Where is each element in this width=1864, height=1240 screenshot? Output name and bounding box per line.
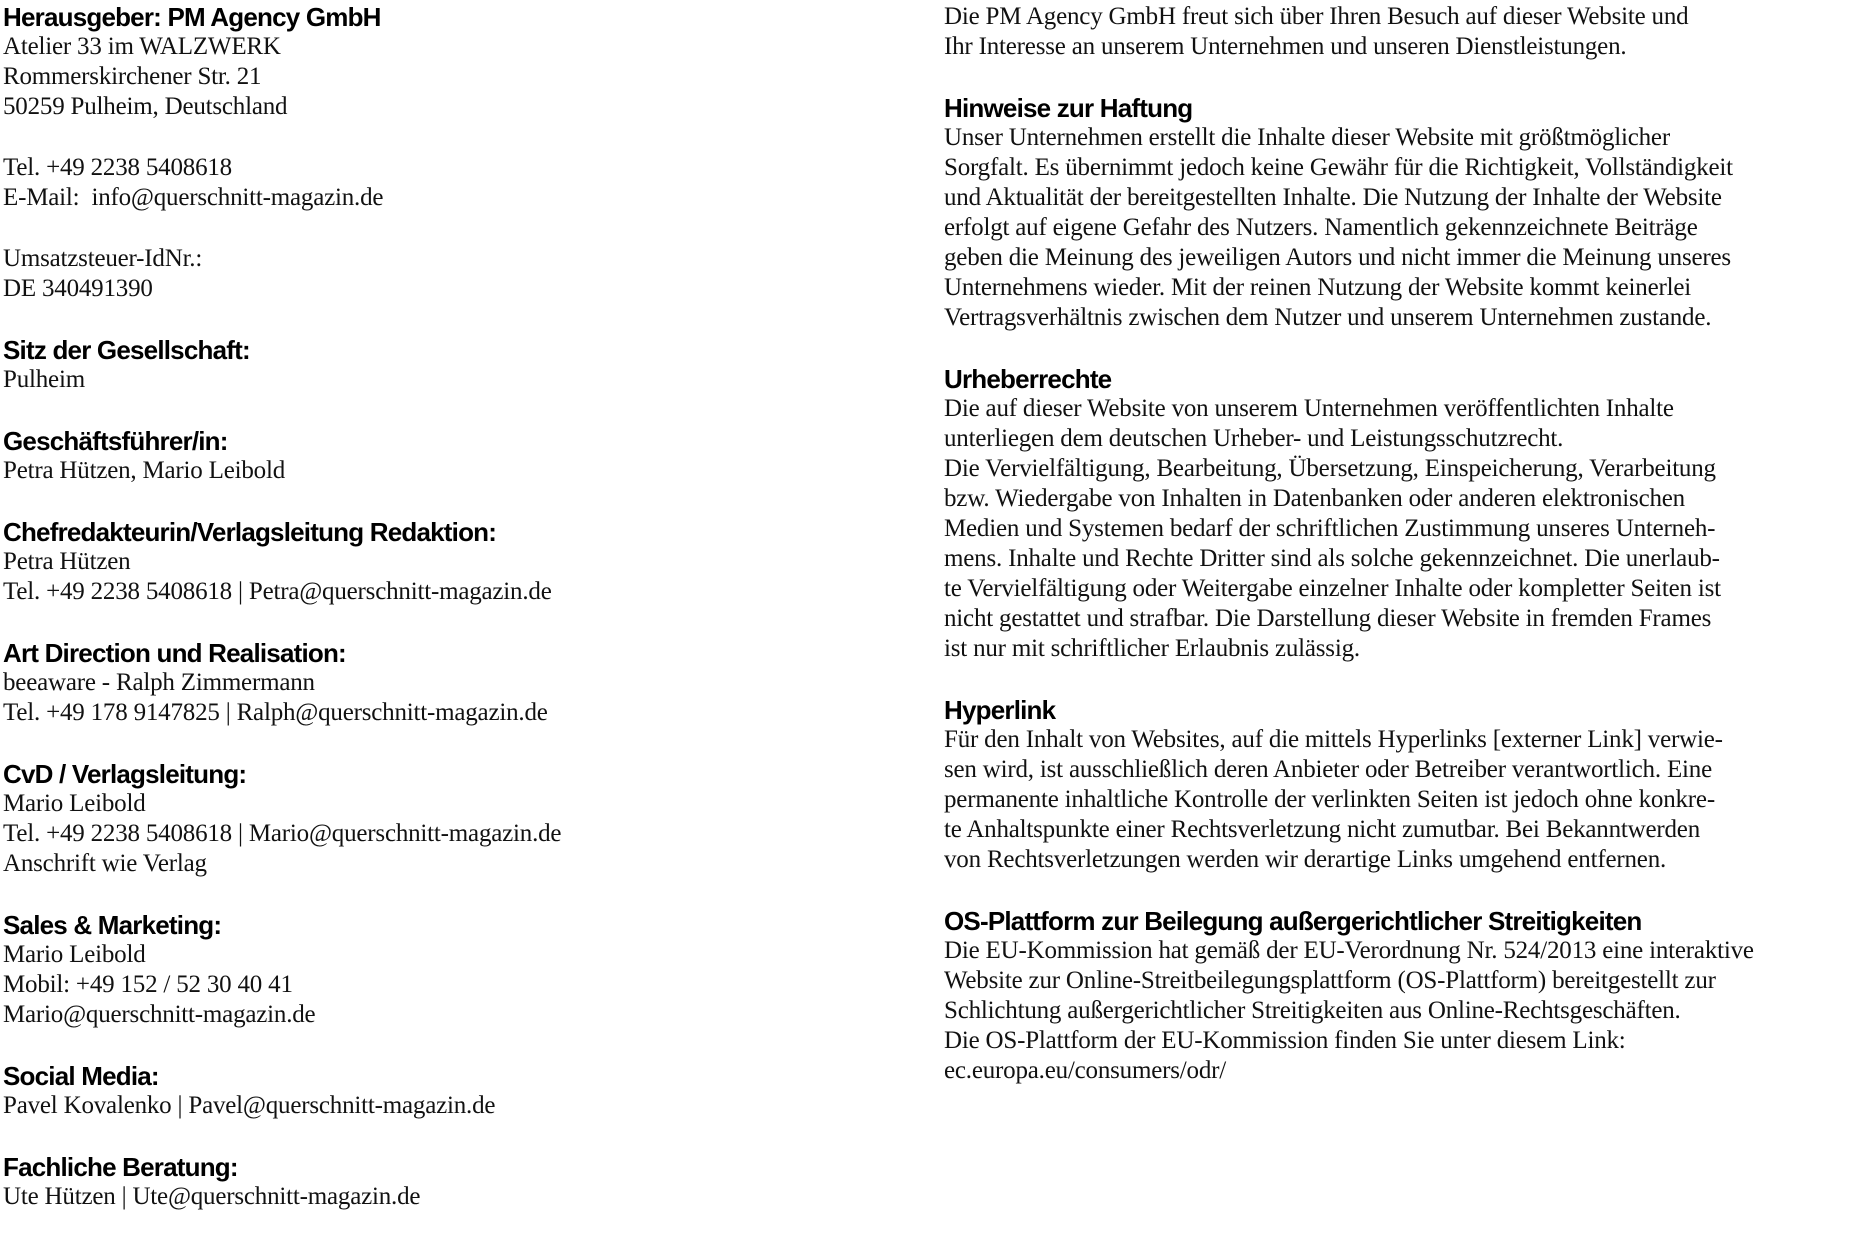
section-chefredakteurin-verlagsleitung-redaktion [3, 517, 928, 607]
text-line: sen wird, ist ausschließlich deren Anbieter oder Betreiber verantwortlich. Eine [944, 756, 1712, 783]
text-line: Tel. +49 2238 5408618 | Petra@querschnitt-magazin.de [3, 578, 552, 605]
text-line: te Vervielfältigung oder Weitergabe einzelner Inhalte oder kompletter Seiten ist [944, 575, 1721, 602]
section-os-plattform-zur-beilegung-au-ergerichtlicher-streitigkeiten [944, 906, 1862, 1086]
text-line: Petra Hützen [3, 548, 131, 575]
text-line: geben die Meinung des jeweiligen Autors und nicht immer die Meinung unseres [944, 244, 1731, 271]
text-line: Die OS-Plattform der EU-Kommission finden Sie unter diesem Link: [944, 1027, 1626, 1054]
text-line: Mario@querschnitt-magazin.de [3, 1001, 316, 1028]
right-column [944, 2, 1862, 1117]
text-line: permanente inhaltliche Kontrolle der verlinkten Seiten ist jedoch ohne konkre- [944, 786, 1715, 813]
text-line: Die auf dieser Website von unserem Unternehmen veröffentlichten Inhalte [944, 395, 1674, 422]
text-line: Die Vervielfältigung, Bearbeitung, Übersetzung, Einspeicherung, Verarbeitung [944, 455, 1716, 482]
text-line: Die EU-Kommission hat gemäß der EU-Verordnung Nr. 524/2013 eine interaktive [944, 937, 1754, 964]
section-fachliche-beratung [3, 1152, 928, 1212]
text-line: Mobil: +49 152 / 52 30 40 41 [3, 971, 293, 998]
text-line: ist nur mit schriftlicher Erlaubnis zulässig. [944, 635, 1360, 662]
text-line: Sorgfalt. Es übernimmt jedoch keine Gewähr für die Richtigkeit, Vollständigkeit [944, 154, 1733, 181]
section-cvd-verlagsleitung [3, 759, 928, 879]
section-heading: Sitz der Gesellschaft: [3, 335, 250, 365]
section-heading: Hinweise zur Haftung [944, 93, 1193, 123]
section-heading: OS-Plattform zur Beilegung außergerichtlicher Streitigkeiten [944, 906, 1642, 936]
section-heading: Urheberrechte [944, 364, 1112, 394]
text-line: Umsatzsteuer-IdNr.: [3, 245, 203, 272]
text-line: beeaware - Ralph Zimmermann [3, 669, 315, 696]
text-line: Atelier 33 im WALZWERK [3, 33, 281, 60]
text-line: Mario Leibold [3, 941, 146, 968]
text-line: DE 340491390 [3, 275, 153, 302]
text-line: E-Mail: info@querschnitt-magazin.de [3, 184, 384, 211]
left-column [3, 2, 928, 1240]
text-line: Medien und Systemen bedarf der schriftlichen Zustimmung unseres Unterneh- [944, 515, 1716, 542]
text-block [944, 2, 1862, 62]
text-line: 50259 Pulheim, Deutschland [3, 93, 288, 120]
text-line: Die PM Agency GmbH freut sich über Ihren Besuch auf dieser Website und [944, 3, 1689, 30]
text-line: ec.europa.eu/consumers/odr/ [944, 1057, 1226, 1084]
text-line: Schlichtung außergerichtlicher Streitigkeiten aus Online-Rechtsgeschäften. [944, 997, 1681, 1024]
text-line: Petra Hützen, Mario Leibold [3, 457, 286, 484]
section-heading: Art Direction und Realisation: [3, 638, 346, 668]
text-line: unterliegen dem deutschen Urheber- und Leistungsschutzrecht. [944, 425, 1564, 452]
text-line: Tel. +49 2238 5408618 [3, 154, 232, 181]
text-line: Unternehmens wieder. Mit der reinen Nutzung der Website kommt keinerlei [944, 274, 1691, 301]
section-gesch-ftsf-hrer-in [3, 426, 928, 486]
text-line: und Aktualität der bereitgestellten Inhalte. Die Nutzung der Inhalte der Website [944, 184, 1722, 211]
section-heading: Hyperlink [944, 695, 1056, 725]
text-line: Unser Unternehmen erstellt die Inhalte dieser Website mit größtmöglicher [944, 124, 1670, 151]
section-heading: Sales & Marketing: [3, 910, 222, 940]
text-line: Rommerskirchener Str. 21 [3, 63, 262, 90]
text-line: Tel. +49 2238 5408618 | Mario@querschnitt-magazin.de [3, 820, 562, 847]
section-art-direction-und-realisation [3, 638, 928, 728]
section-hyperlink [944, 695, 1862, 875]
section-urheberrechte [944, 364, 1862, 664]
text-line: Ihr Interesse an unserem Unternehmen und unseren Dienstleistungen. [944, 33, 1627, 60]
text-block [3, 153, 928, 213]
text-line: erfolgt auf eigene Gefahr des Nutzers. Namentlich gekennzeichnete Beiträge [944, 214, 1698, 241]
section-heading: Herausgeber: PM Agency GmbH [3, 2, 381, 32]
section-sales-marketing [3, 910, 928, 1030]
section-heading: Chefredakteurin/Verlagsleitung Redaktion: [3, 517, 497, 547]
section-social-media [3, 1061, 928, 1121]
text-line: von Rechtsverletzungen werden wir derartige Links umgehend entfernen. [944, 846, 1667, 873]
text-line: Mario Leibold [3, 790, 146, 817]
text-line: Pulheim [3, 366, 85, 393]
text-line: mens. Inhalte und Rechte Dritter sind als solche gekennzeichnet. Die unerlaub- [944, 545, 1720, 572]
text-line: bzw. Wiedergabe von Inhalten in Datenbanken oder anderen elektronischen [944, 485, 1685, 512]
text-line: Ute Hützen | Ute@querschnitt-magazin.de [3, 1183, 421, 1210]
text-line: te Anhaltspunkte einer Rechtsverletzung nicht zumutbar. Bei Bekanntwerden [944, 816, 1701, 843]
section-herausgeber-pm-agency-gmbh [3, 2, 928, 122]
text-line: Für den Inhalt von Websites, auf die mittels Hyperlinks [externer Link] verwie- [944, 726, 1723, 753]
section-hinweise-zur-haftung [944, 93, 1862, 333]
section-heading: Geschäftsführer/in: [3, 426, 228, 456]
text-line: Vertragsverhältnis zwischen dem Nutzer und unserem Unternehmen zustande. [944, 304, 1712, 331]
text-line: nicht gestattet und strafbar. Die Darstellung dieser Website in fremden Frames [944, 605, 1712, 632]
section-heading: CvD / Verlagsleitung: [3, 759, 247, 789]
section-sitz-der-gesellschaft [3, 335, 928, 395]
text-line: Tel. +49 178 9147825 | Ralph@querschnitt-magazin.de [3, 699, 548, 726]
section-heading: Social Media: [3, 1061, 159, 1091]
text-block [3, 244, 928, 304]
text-line: Pavel Kovalenko | Pavel@querschnitt-magazin.de [3, 1092, 496, 1119]
section-heading: Fachliche Beratung: [3, 1152, 238, 1182]
text-line: Anschrift wie Verlag [3, 850, 207, 877]
text-line: Website zur Online-Streitbeilegungsplattform (OS-Plattform) bereitgestellt zur [944, 967, 1716, 994]
